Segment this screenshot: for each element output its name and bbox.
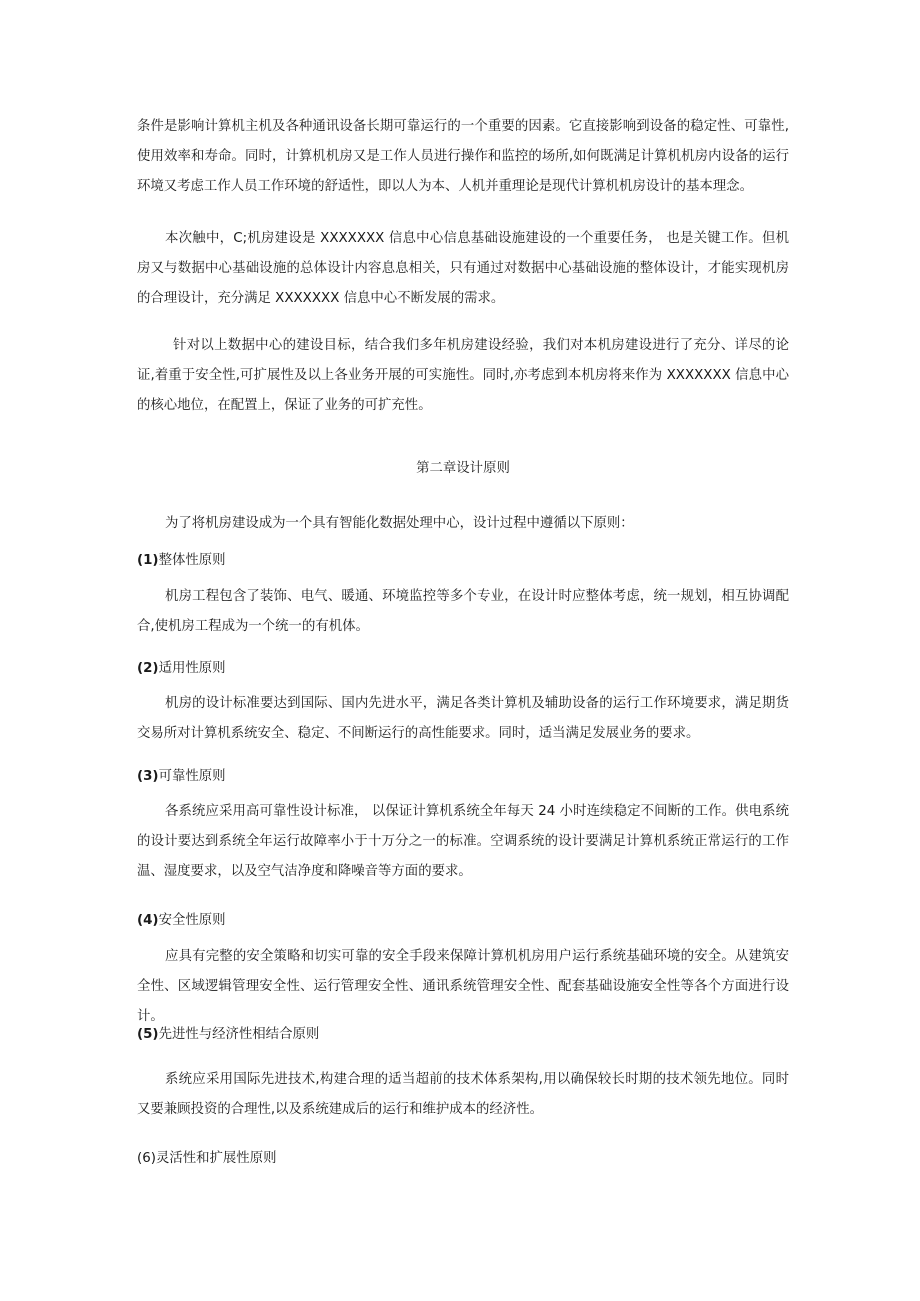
principle-title: 灵活性和扩展性原则 <box>155 1151 277 1166</box>
principle-body-1: 机房工程包含了装饰、电气、暖通、环境监控等多个专业，在设计时应整体考虑，统一规划，相互协调配合,使机房工程成为一个统一的有机体。 <box>137 589 789 634</box>
principle-heading-4 <box>137 906 789 936</box>
principle-body-3: 各系统应采用高可靠性设计标准， 以保证计算机系统全年每天 24 小时连续稳定不间断的工作。供电系统的设计要达到系统全年运行故障率小于十万分之一的标准。空调系统的设计要满足计算机系统正常运行的工作温、湿度要求，以及空气洁净度和降噪音等方面的要求。 <box>137 804 789 879</box>
principle-body-4: 应具有完整的安全策略和切实可靠的安全手段来保障计算机机房用户运行系统基础环境的安全。从建筑安全性、区域逻辑管理安全性、运行管理安全性、通讯系统管理安全性、配套基础设施安全性等各个方面进行设计。 <box>137 949 789 1024</box>
paragraph-design-goals: 针对以上数据中心的建设目标，结合我们多年机房建设经验，我们对本机房建设进行了充分、详尽的论证,着重于安全性,可扩展性及以上各业务开展的可实施性。同时,亦考虑到本机房将来作为 XXXXXXX 信息中心的核心地位，在配置上，保证了业务的可扩充性。 <box>137 338 789 413</box>
principle-number: (5) <box>137 1027 159 1042</box>
principle-body-5: 系统应采用国际先进技术,构建合理的适当超前的技术体系架构,用以确保较长时期的技术领先地位。同时又要兼顾投资的合理性,以及系统建成后的运行和维护成本的经济性。 <box>137 1072 789 1117</box>
principle-body-2: 机房的设计标准要达到国际、国内先进水平，满足各类计算机及辅助设备的运行工作环境要求，满足期货交易所对计算机系统安全、稳定、不间断运行的高性能要求。同时，适当满足发展业务的要求。 <box>137 696 789 741</box>
principle-number: (1) <box>137 553 159 568</box>
principle-title: 安全性原则 <box>158 913 226 928</box>
principle-title: 先进性与经济性相结合原则 <box>158 1027 320 1042</box>
paragraph-intro-environment: 条件是影响计算机主机及各种通讯设备长期可靠运行的一个重要的因素。它直接影响到设备的稳定性、可靠性,使用效率和寿命。同时，计算机机房又是工作人员进行操作和监控的场所,如何既满足计算机机房内设备的运行环境又考虑工作人员工作环境的舒适性，即以人为本、人机并重理论是现代计算机机房设计的基本理念。 <box>137 119 789 194</box>
principle-title: 适用性原则 <box>158 661 226 676</box>
principle-heading-1 <box>137 546 789 576</box>
principle-heading-6 <box>137 1144 789 1174</box>
principle-number: (2) <box>137 661 159 676</box>
principle-heading-2 <box>137 654 789 684</box>
paragraph-project-scope: 本次触中，C;机房建设是 XXXXXXX 信息中心信息基础设施建设的一个重要任务， 也是关键工作。但机房又与数据中心基础设施的总体设计内容息息相关，只有通过对数据中心基础设施的整体设计，才能实现机房的合理设计，充分满足 XXXXXXX 信息中心不断发展的需求。 <box>137 231 789 306</box>
principle-number: (3) <box>137 769 159 784</box>
principle-title: 整体性原则 <box>158 553 226 568</box>
principle-heading-5 <box>137 1020 789 1050</box>
principle-number: (4) <box>137 913 159 928</box>
principle-title: 可靠性原则 <box>158 769 226 784</box>
chapter-title: 第二章设计原则 <box>416 461 510 476</box>
principle-heading-3 <box>137 762 789 792</box>
principles-intro: 为了将机房建设成为一个具有智能化数据处理中心，设计过程中遵循以下原则： <box>165 516 634 531</box>
principle-number: (6) <box>137 1151 156 1166</box>
